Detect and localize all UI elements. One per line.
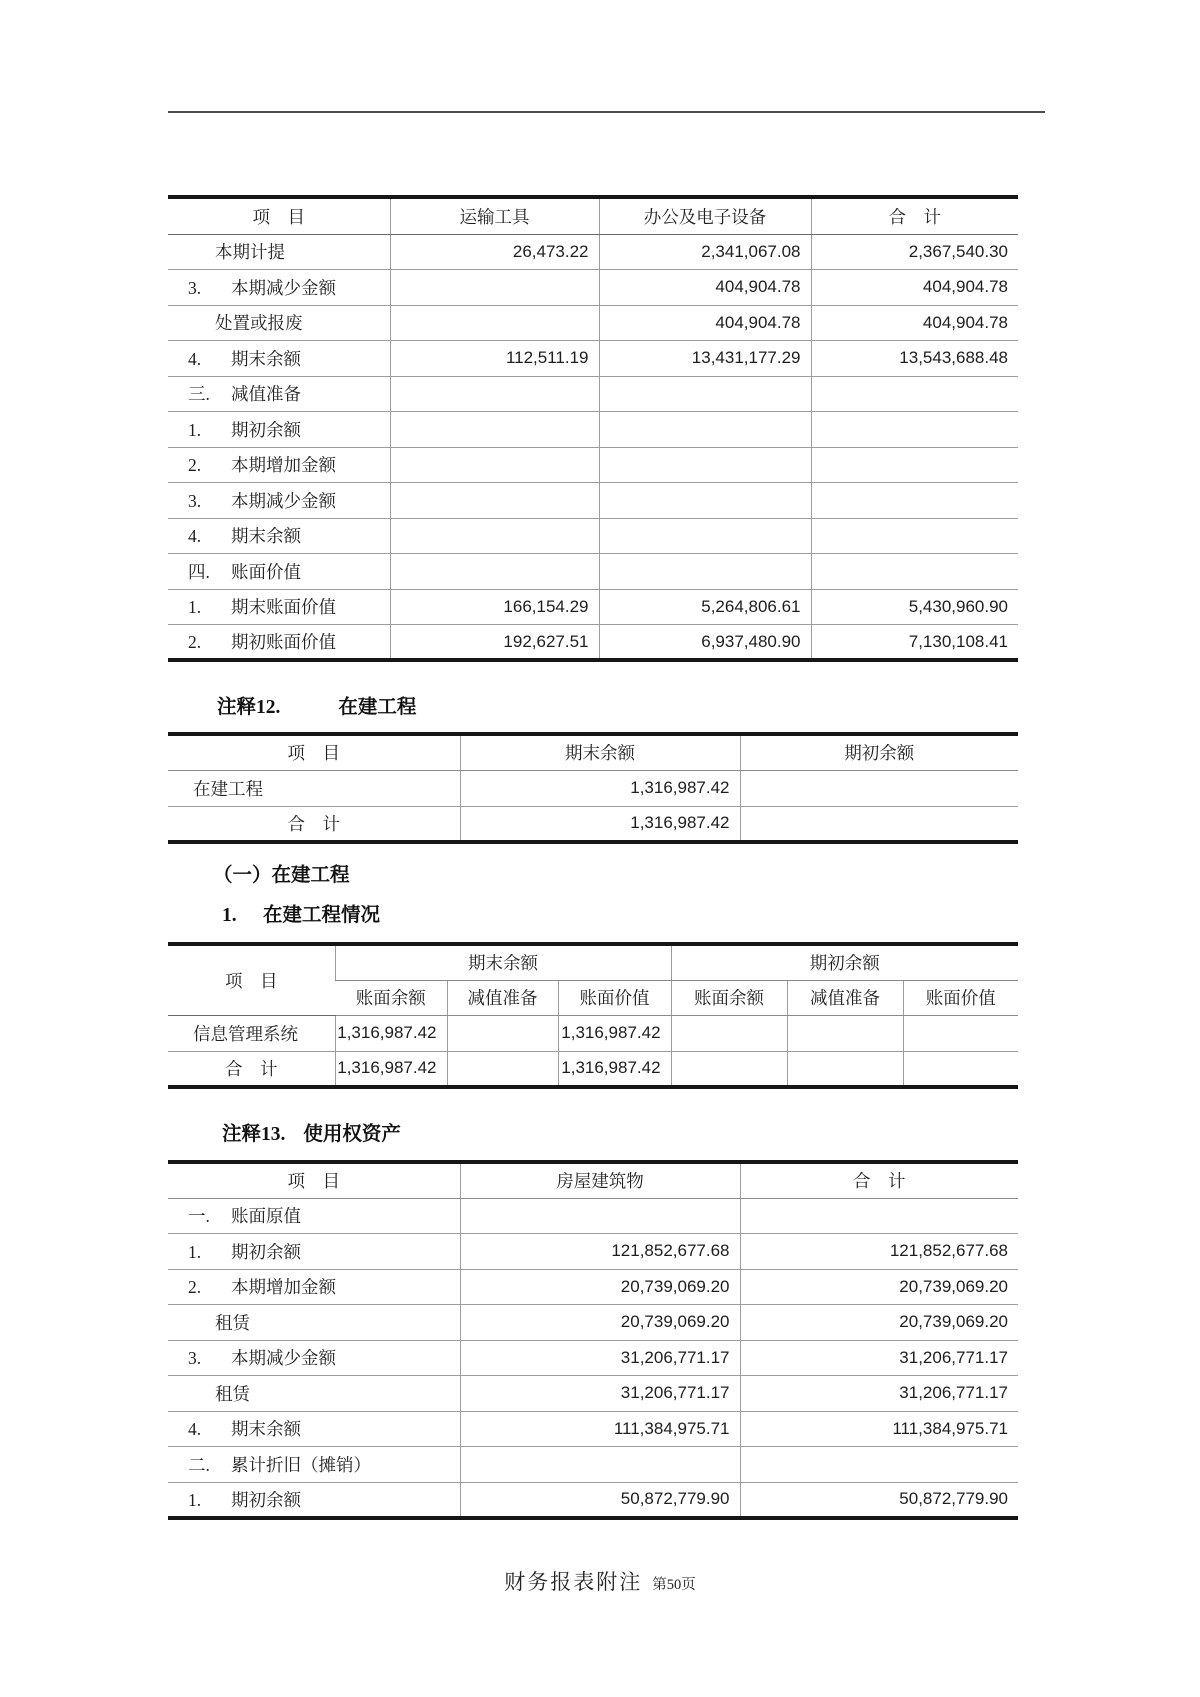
- table-row: [168, 1015, 1018, 1051]
- column-group-beginning-balance: 期初余额: [671, 944, 1018, 980]
- note13-heading: [222, 1118, 401, 1146]
- value-cell: [811, 483, 1018, 519]
- value-cell: 1,316,987.42: [460, 806, 740, 842]
- table-row: [168, 554, 1018, 590]
- row-label: 本期增加金额: [231, 455, 336, 476]
- value-cell: 13,431,177.29: [599, 341, 811, 377]
- row-number: 3.: [188, 277, 202, 298]
- row-label-cell: 本期计提: [168, 234, 390, 270]
- column-header-buildings: 房屋建筑物: [460, 1162, 740, 1198]
- value-cell: 404,904.78: [599, 305, 811, 341]
- table-row: [168, 1482, 1018, 1518]
- table-row: [168, 376, 1018, 412]
- row-label-cell: [168, 1340, 460, 1376]
- value-cell: 2,341,067.08: [599, 234, 811, 270]
- value-cell: [740, 1198, 1018, 1234]
- table-header-row: [168, 197, 1018, 234]
- row-label: 期初余额: [231, 1241, 301, 1262]
- column-header-ending-balance: 期末余额: [460, 734, 740, 770]
- value-cell: 26,473.22: [390, 234, 599, 270]
- value-cell: 2,367,540.30: [811, 234, 1018, 270]
- table-row: [168, 412, 1018, 448]
- value-cell: 5,264,806.61: [599, 589, 811, 625]
- note12-subheading-1: （一）在建工程: [213, 865, 350, 886]
- note12-heading-title: 在建工程: [338, 697, 417, 718]
- column-header-impairment: 减值准备: [447, 980, 558, 1015]
- subheading-number: 1.: [222, 905, 237, 926]
- value-cell: 31,206,771.17: [460, 1340, 740, 1376]
- fixed-assets-table: [168, 195, 1018, 662]
- value-cell: [447, 1051, 558, 1087]
- column-header-item: 项 目: [168, 944, 335, 1015]
- table-row: [168, 341, 1018, 377]
- value-cell: 404,904.78: [811, 305, 1018, 341]
- value-cell: 404,904.78: [599, 270, 811, 306]
- value-cell: 111,384,975.71: [460, 1411, 740, 1447]
- value-cell: 1,316,987.42: [335, 1015, 447, 1051]
- row-label-cell: [168, 1269, 460, 1305]
- row-label-cell: [168, 1198, 460, 1234]
- column-group-ending-balance: 期末余额: [335, 944, 671, 980]
- column-header-book-balance: 账面余额: [335, 980, 447, 1015]
- construction-in-progress-detail-table: [168, 942, 1018, 1089]
- table-row: [168, 1376, 1018, 1412]
- table-header-row: [168, 1162, 1018, 1198]
- row-number: 4.: [188, 1419, 202, 1440]
- row-label-cell: 租赁: [168, 1376, 460, 1412]
- row-label-cell: 租赁: [168, 1305, 460, 1341]
- value-cell: [811, 412, 1018, 448]
- row-label: 本期增加金额: [231, 1277, 336, 1298]
- value-cell: [447, 1015, 558, 1051]
- value-cell: [903, 1015, 1018, 1051]
- value-cell: 50,872,779.90: [740, 1482, 1018, 1518]
- row-label: 期末余额: [231, 526, 301, 547]
- row-number: 三.: [188, 384, 210, 405]
- row-label-cell: [168, 554, 390, 590]
- column-header-beginning-balance: 期初余额: [740, 734, 1018, 770]
- note12-heading: [217, 691, 416, 719]
- row-label: 减值准备: [231, 384, 301, 405]
- value-cell: 31,206,771.17: [740, 1376, 1018, 1412]
- column-header-book-value: 账面价值: [558, 980, 671, 1015]
- value-cell: [460, 1198, 740, 1234]
- table-row: [168, 518, 1018, 554]
- construction-in-progress-table: [168, 732, 1018, 844]
- value-cell: 6,937,480.90: [599, 625, 811, 661]
- value-cell: [390, 554, 599, 590]
- value-cell: 31,206,771.17: [460, 1376, 740, 1412]
- note13-heading-number: 注释13.: [222, 1124, 286, 1145]
- row-label-cell: [168, 447, 390, 483]
- table-row: [168, 625, 1018, 661]
- table-header-row: [168, 734, 1018, 770]
- row-number: 4.: [188, 526, 202, 547]
- note12-heading-number: 注释12.: [217, 697, 281, 718]
- subheading-title: 在建工程情况: [263, 905, 381, 926]
- value-cell: [599, 412, 811, 448]
- row-number: 二.: [188, 1454, 210, 1475]
- row-label-cell: 处置或报废: [168, 305, 390, 341]
- value-cell: 20,739,069.20: [460, 1269, 740, 1305]
- value-cell: 166,154.29: [390, 589, 599, 625]
- page-footer: [0, 1566, 1200, 1596]
- row-label: 期初余额: [231, 419, 301, 440]
- row-label: 本期减少金额: [231, 490, 336, 511]
- value-cell: [390, 305, 599, 341]
- value-cell: 13,543,688.48: [811, 341, 1018, 377]
- value-cell: 20,739,069.20: [460, 1305, 740, 1341]
- value-cell: 111,384,975.71: [740, 1411, 1018, 1447]
- row-number: 1.: [188, 597, 202, 618]
- value-cell: 7,130,108.41: [811, 625, 1018, 661]
- row-label: 账面原值: [231, 1206, 301, 1227]
- table-header-group-row: [168, 944, 1018, 980]
- row-label-cell: [168, 1447, 460, 1483]
- row-number: 一.: [188, 1206, 210, 1227]
- column-header-total: 合 计: [740, 1162, 1018, 1198]
- column-header-item: 项 目: [168, 1162, 460, 1198]
- value-cell: [390, 412, 599, 448]
- table-row: [168, 1198, 1018, 1234]
- table-row: [168, 1411, 1018, 1447]
- row-number: 1.: [188, 1241, 202, 1262]
- value-cell: [740, 1447, 1018, 1483]
- value-cell: 121,852,677.68: [740, 1234, 1018, 1270]
- column-header-book-value: 账面价值: [903, 980, 1018, 1015]
- value-cell: [903, 1051, 1018, 1087]
- row-label: 本期减少金额: [231, 1348, 336, 1369]
- table-row: [168, 1234, 1018, 1270]
- column-header-book-balance: 账面余额: [671, 980, 787, 1015]
- value-cell: 1,316,987.42: [460, 770, 740, 806]
- value-cell: 1,316,987.42: [335, 1051, 447, 1087]
- value-cell: 121,852,677.68: [460, 1234, 740, 1270]
- value-cell: 192,627.51: [390, 625, 599, 661]
- row-number: 1.: [188, 419, 202, 440]
- column-header-item: 项 目: [168, 734, 460, 770]
- value-cell: [599, 483, 811, 519]
- row-label: 期初余额: [231, 1489, 301, 1510]
- value-cell: 31,206,771.17: [740, 1340, 1018, 1376]
- table-row: [168, 1340, 1018, 1376]
- table-row: [168, 483, 1018, 519]
- row-label-cell: [168, 483, 390, 519]
- value-cell: [390, 518, 599, 554]
- value-cell: [740, 806, 1018, 842]
- row-label: 账面价值: [231, 561, 301, 582]
- column-header-impairment: 减值准备: [787, 980, 903, 1015]
- row-label-cell: [168, 518, 390, 554]
- right-of-use-assets-table: [168, 1160, 1018, 1520]
- value-cell: 1,316,987.42: [558, 1015, 671, 1051]
- value-cell: [811, 554, 1018, 590]
- table-row: [168, 1305, 1018, 1341]
- row-label-cell: 合 计: [168, 1051, 335, 1087]
- value-cell: 50,872,779.90: [460, 1482, 740, 1518]
- value-cell: 404,904.78: [811, 270, 1018, 306]
- table-row: [168, 770, 1018, 806]
- row-label-cell: [168, 589, 390, 625]
- footer-page-number: 第50页: [652, 1577, 696, 1593]
- table-row: [168, 1447, 1018, 1483]
- row-label: 期末账面价值: [231, 597, 336, 618]
- row-label-cell: [168, 270, 390, 306]
- table-row: [168, 806, 1018, 842]
- value-cell: [671, 1051, 787, 1087]
- column-header-item: 项 目: [168, 197, 390, 234]
- value-cell: 20,739,069.20: [740, 1269, 1018, 1305]
- table-row: [168, 234, 1018, 270]
- value-cell: [460, 1447, 740, 1483]
- value-cell: [599, 554, 811, 590]
- row-number: 1.: [188, 1489, 202, 1510]
- row-number: 四.: [188, 561, 210, 582]
- column-header-office-equipment: 办公及电子设备: [599, 197, 811, 234]
- row-label-cell: 合 计: [168, 806, 460, 842]
- row-label-cell: [168, 341, 390, 377]
- note12-subheading-2: [222, 899, 380, 927]
- row-number: 3.: [188, 490, 202, 511]
- value-cell: 20,739,069.20: [740, 1305, 1018, 1341]
- row-label: 本期减少金额: [231, 277, 336, 298]
- row-number: 2.: [188, 1277, 202, 1298]
- table-row: [168, 1269, 1018, 1305]
- value-cell: [811, 518, 1018, 554]
- row-label-cell: [168, 1482, 460, 1518]
- row-label-cell: [168, 1234, 460, 1270]
- table-row: [168, 305, 1018, 341]
- value-cell: [787, 1015, 903, 1051]
- value-cell: 5,430,960.90: [811, 589, 1018, 625]
- row-label: 累计折旧（摊销）: [231, 1454, 371, 1475]
- value-cell: [390, 376, 599, 412]
- value-cell: [599, 376, 811, 412]
- table-row: [168, 447, 1018, 483]
- value-cell: 1,316,987.42: [558, 1051, 671, 1087]
- value-cell: [811, 376, 1018, 412]
- row-number: 2.: [188, 632, 202, 652]
- table-row: [168, 589, 1018, 625]
- row-number: 4.: [188, 348, 202, 369]
- footer-title: 财务报表附注: [504, 1570, 643, 1594]
- value-cell: [740, 770, 1018, 806]
- column-header-vehicles: 运输工具: [390, 197, 599, 234]
- table-row: [168, 270, 1018, 306]
- value-cell: [599, 447, 811, 483]
- row-label: 期初账面价值: [231, 632, 336, 652]
- value-cell: [390, 447, 599, 483]
- row-label-cell: [168, 1411, 460, 1447]
- row-label-cell: 在建工程: [168, 770, 460, 806]
- page-header-rule: [168, 111, 1045, 113]
- value-cell: [811, 447, 1018, 483]
- row-label-cell: [168, 376, 390, 412]
- row-label-cell: 信息管理系统: [168, 1015, 335, 1051]
- note13-heading-title: 使用权资产: [303, 1124, 401, 1145]
- row-number: 3.: [188, 1348, 202, 1369]
- value-cell: [390, 270, 599, 306]
- row-label-cell: [168, 412, 390, 448]
- value-cell: [599, 518, 811, 554]
- value-cell: [671, 1015, 787, 1051]
- row-label: 期末余额: [231, 1419, 301, 1440]
- value-cell: [787, 1051, 903, 1087]
- column-header-total: 合 计: [811, 197, 1018, 234]
- row-label-cell: [168, 625, 390, 661]
- row-label: 期末余额: [231, 348, 301, 369]
- value-cell: 112,511.19: [390, 341, 599, 377]
- row-number: 2.: [188, 455, 202, 476]
- value-cell: [390, 483, 599, 519]
- table-row: [168, 1051, 1018, 1087]
